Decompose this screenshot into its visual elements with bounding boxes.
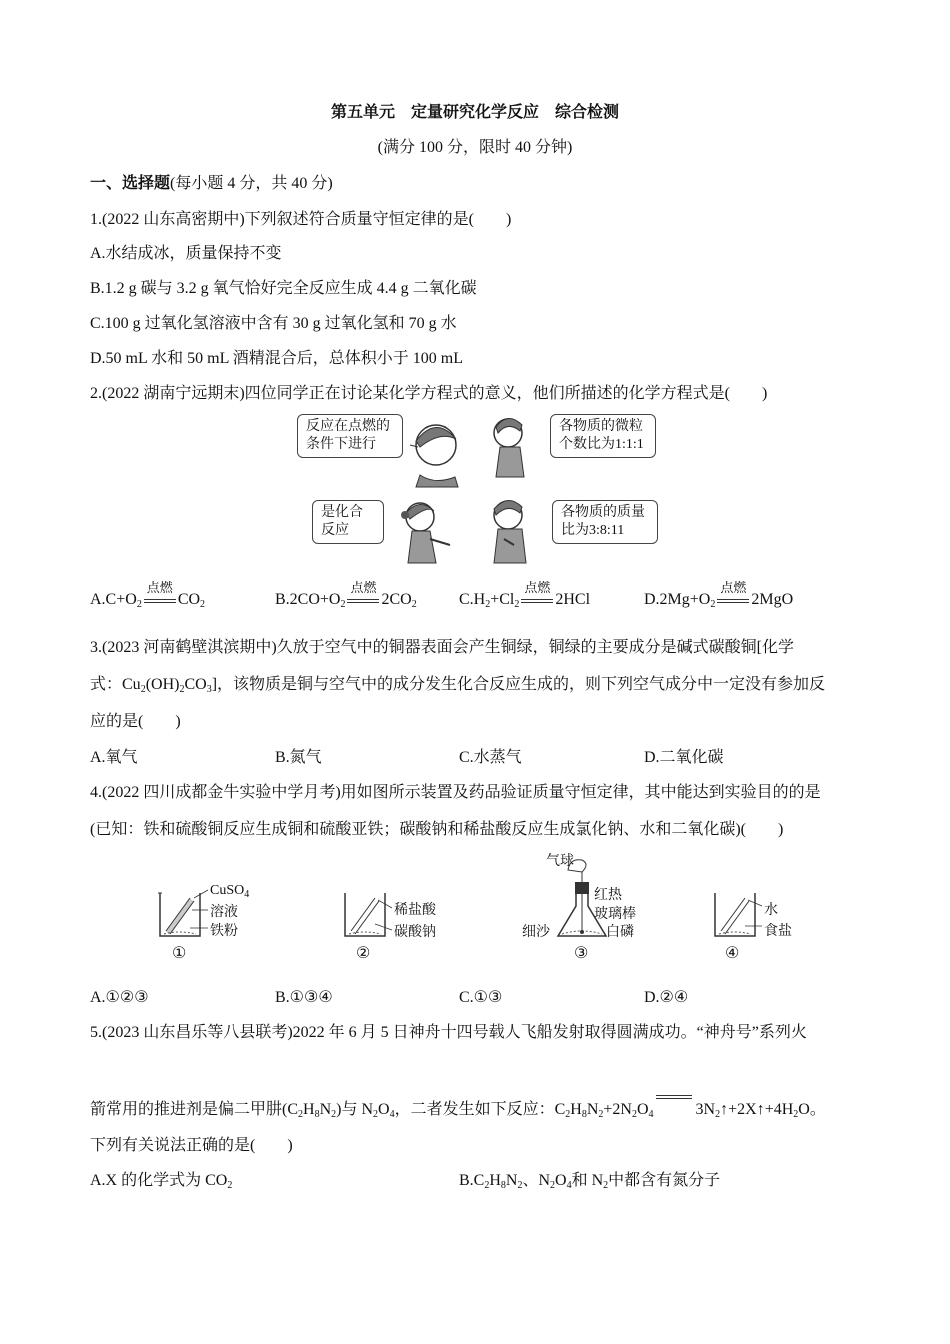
fig3-sand-label: 细沙 bbox=[522, 925, 550, 940]
fig2-label-1: 稀盐酸 bbox=[394, 903, 436, 918]
fig4-label-1: 水 bbox=[764, 903, 778, 918]
q1-option-b: B.1.2 g 碳与 3.2 g 氧气恰好完全反应生成 4.4 g 二氧化碳 bbox=[90, 280, 477, 297]
bubble-4-line-1: 各物质的质量 bbox=[561, 505, 645, 520]
bubble-1-line-1: 反应在点燃的 bbox=[306, 419, 390, 434]
page-title: 第五单元 定量研究化学反应 综合检测 bbox=[330, 104, 619, 121]
q4-option-a: A.①②③ bbox=[90, 989, 149, 1006]
bubble-4-line-2: 比为3:8:11 bbox=[561, 523, 625, 538]
fig1-label-1: CuSO$_4$ bbox=[210, 883, 250, 900]
q2-option-c: $C.H_2+Cl_2$ 点燃 2HCl bbox=[459, 580, 591, 610]
q4-option-b: B.①③④ bbox=[275, 989, 333, 1006]
fig1-label-2: 溶液 bbox=[210, 905, 238, 920]
q5-stem-line-1: 5.(2023 山东昌乐等八县联考)2022 年 6 月 5 日神舟十四号载人飞船发射取得圆满成功。“神舟号”系列火 bbox=[90, 1024, 807, 1041]
figure-number-1: ① bbox=[172, 945, 187, 962]
section-label: 一、选择题 bbox=[90, 175, 171, 192]
q2-option-a: $A.C+O_2$ 点燃 $CO_2$ bbox=[90, 580, 206, 610]
speech-bubble-4 bbox=[552, 500, 658, 544]
q3-option-a: A.氧气 bbox=[90, 749, 138, 766]
fig3-label-2: 玻璃棒 bbox=[594, 907, 636, 922]
section-heading bbox=[90, 174, 333, 194]
q4-stem-line-2: (已知：铁和硫酸铜反应生成铜和硫酸亚铁；碳酸钠和稀盐酸反应生成氯化钠、水和二氧化碳)( ) bbox=[90, 821, 784, 838]
q1-option-a: A.水结成冰，质量保持不变 bbox=[90, 245, 282, 262]
figure-number-3: ③ bbox=[574, 945, 589, 962]
bubble-3-line-2: 反应 bbox=[321, 523, 349, 538]
q3-option-d: D.二氧化碳 bbox=[644, 749, 724, 766]
fig1-label-3: 铁粉 bbox=[210, 924, 238, 939]
fig3-balloon-label: 气球 bbox=[546, 854, 574, 869]
figure-number-2: ② bbox=[356, 945, 371, 962]
reaction-arrow: 点燃 bbox=[345, 590, 381, 610]
bubble-2-line-2: 个数比为1:1:1 bbox=[559, 437, 644, 452]
fig4-label-2: 食盐 bbox=[764, 924, 792, 939]
q2-stem: 2.(2022 湖南宁远期末)四位同学正在讨论某化学方程式的意义，他们所描述的化学方程式是( ) bbox=[90, 385, 768, 402]
bubble-1-line-2: 条件下进行 bbox=[306, 437, 376, 452]
page-subtitle: (满分 100 分，限时 40 分钟) bbox=[377, 139, 573, 156]
q4-option-c: C.①③ bbox=[459, 989, 503, 1006]
q1-stem: 1.(2022 山东高密期中)下列叙述符合质量守恒定律的是( ) bbox=[90, 211, 512, 228]
q3-stem-line-3: 应的是( ) bbox=[90, 713, 181, 730]
student-1-figure bbox=[410, 425, 458, 487]
q5-stem-line-2: 箭常用的推进剂是偏二甲肼$(C_2H_8N_2)$与 $N_2O_4$，二者发生如下反应：$C_2H_8N_2+2N_2O_4$ $3N_2↑+2X↑+4H_2O$。 bbox=[90, 1086, 826, 1125]
fig3-label-3: 白磷 bbox=[606, 925, 634, 940]
q1-option-c: C.100 g 过氧化氢溶液中含有 30 g 过氧化氢和 70 g 水 bbox=[90, 315, 457, 332]
section-note: (每小题 4 分，共 40 分) bbox=[170, 175, 333, 192]
q2-option-d: $D.2Mg+O_2$ 点燃 2MgO bbox=[644, 580, 794, 610]
reaction-arrow: 点燃 bbox=[519, 590, 555, 610]
speech-bubble-3 bbox=[312, 500, 384, 544]
reaction-arrow: 点燃 bbox=[142, 590, 178, 610]
fig3-label-1: 红热 bbox=[594, 888, 622, 903]
q5-option-a: A.X 的化学式为 $CO_2$ bbox=[90, 1172, 233, 1191]
fig2-label-2: 碳酸钠 bbox=[394, 925, 436, 940]
q3-option-b: B.氮气 bbox=[275, 749, 322, 766]
q3-stem-line-2: 式：$Cu_2(OH)_2CO_3$]，该物质是铜与空气中的成分发生化合反应生成的，则下列空气成分中一定没有参加反 bbox=[90, 676, 826, 695]
speech-bubble-2 bbox=[550, 414, 656, 458]
student-3-figure bbox=[401, 503, 450, 563]
q3-option-c: C.水蒸气 bbox=[459, 749, 522, 766]
reaction-arrow bbox=[654, 1086, 696, 1106]
figure-number-4: ④ bbox=[725, 945, 740, 962]
q3-stem-line-1: 3.(2023 河南鹤壁淇滨期中)久放于空气中的铜器表面会产生铜绿，铜绿的主要成分是碱式碳酸铜[化学 bbox=[90, 639, 794, 656]
reaction-arrow: 点燃 bbox=[715, 590, 751, 610]
q4-option-d: D.②④ bbox=[644, 989, 689, 1006]
beaker-2 bbox=[345, 893, 392, 936]
students-illustration bbox=[380, 405, 560, 570]
bubble-3-line-1: 是化合 bbox=[321, 505, 363, 520]
q1-option-d: D.50 mL 水和 50 mL 酒精混合后，总体积小于 100 mL bbox=[90, 350, 464, 367]
bubble-2-line-1: 各物质的微粒 bbox=[559, 419, 643, 434]
q5-option-b: $B.C_2H_8N_2$、$N_2O_4$和 $N_2$中都含有氮分子 bbox=[459, 1172, 721, 1191]
q4-stem-line-1: 4.(2022 四川成都金牛实验中学月考)用如图所示装置及药品验证质量守恒定律，其中能达到实验目的的是 bbox=[90, 784, 821, 801]
q5-stem-line-3: 下列有关说法正确的是( ) bbox=[90, 1137, 293, 1154]
q2-option-b: $B.2CO+O_2$ 点燃 $2CO_2$ bbox=[275, 580, 417, 610]
beaker-4 bbox=[715, 893, 762, 936]
student-2-figure bbox=[494, 418, 524, 477]
student-4-figure bbox=[494, 500, 526, 563]
beaker-1 bbox=[158, 890, 208, 936]
